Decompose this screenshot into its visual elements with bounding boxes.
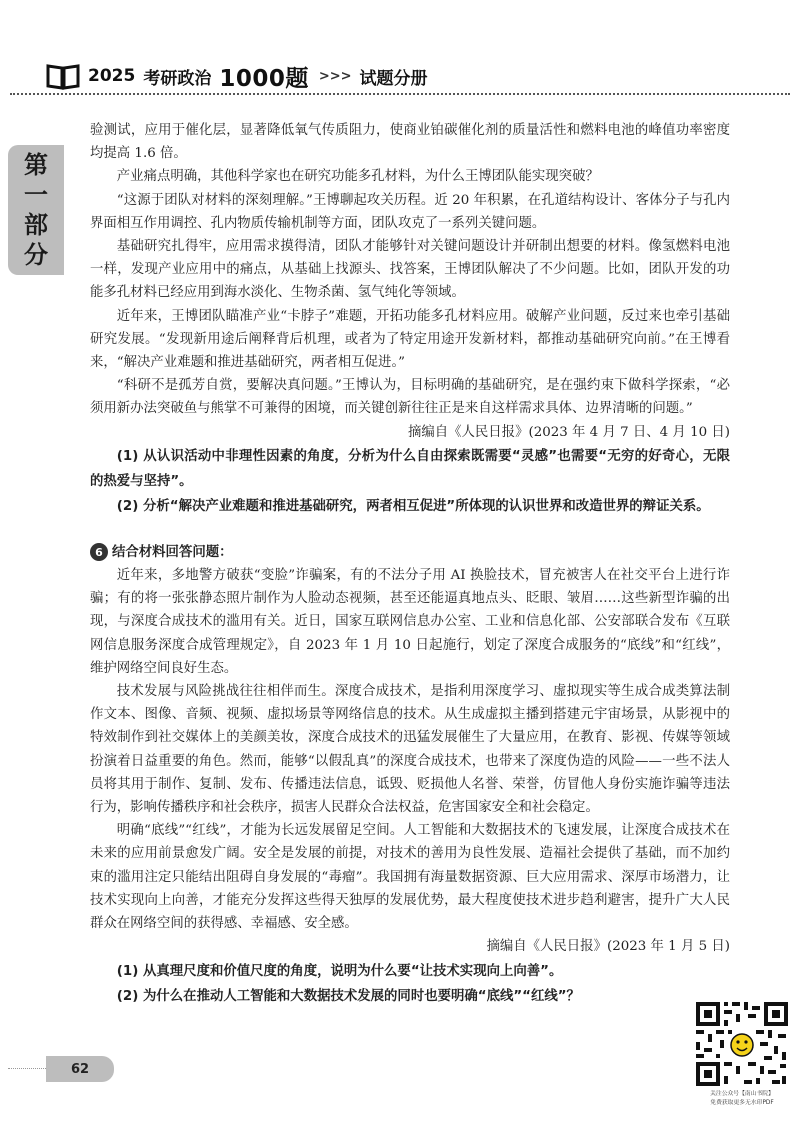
material-paragraph: 近年来，多地警方破获“变脸”诈骗案，有的不法分子用 AI 换脸技术，冒充被害人在社交平台上进行诈骗；有的将一张张静态照片制作为人脸动态视频，甚至还能逼真地点头、眨眼、皱眉……这些新型诈骗的出现，与深度合成技术的滥用有关。近日，国家互联网信息办公室、工业和信息化部、公安部联合发布《互联网信息服务深度合成管理规定》，自 2023 年 1 月 10 日起施行，划定了深度合成服务的“底线”和“红线”，维护网络空间良好生态。 [90,568,730,676]
side-tab-char: 部 [24,211,48,239]
question-item: (1) 从真理尺度和价值尺度的角度，说明为什么要“让技术实现向上向善”。 [116,963,563,979]
question-title: 结合材料回答问题： [112,544,233,560]
question-6-heading [90,541,730,564]
header-title: 1000题 [219,65,309,92]
page-header [46,60,428,92]
open-book-icon [46,62,80,90]
page-number-rule [8,1068,46,1069]
side-tab-char: 分 [24,241,48,269]
header-subtitle: 试题分册 [359,68,428,89]
material-source: 摘编自《人民日报》(2023 年 1 月 5 日) [486,939,730,955]
qr-code-icon [694,1000,790,1088]
part-side-tab [8,145,64,275]
header-series: 考研政治 [143,68,212,89]
page-number: 62 [46,1056,114,1082]
material-paragraph: “这源于团队对材料的深刻理解。”王博聊起攻关历程。近 20 年积累，在孔道结构设计、客体分子与孔内界面相互作用调控、孔内物质传输机制等方面，团队攻克了一系列关键问题。 [90,192,730,231]
material-source: 摘编自《人民日报》(2023 年 4 月 7 日、4 月 10 日) [407,424,730,440]
qr-caption-line: 免费获取更多无水印PDF [710,1100,774,1106]
question-item: (2) 分析“解决产业难题和推进基础研究，两者相互促进”所体现的认识世界和改造世界的辩证关系。 [116,498,710,514]
side-tab-char: 第 [24,151,48,179]
material-paragraph: 验测试，应用于催化层，显著降低氧气传质阻力，使商业铂碳催化剂的质量活性和燃料电池的峰值功率密度均提高 1.6 倍。 [90,123,730,162]
qr-caption-line: 关注公众号【南山书院】 [710,1091,774,1097]
header-year: 2025 [88,66,136,86]
main-content [90,119,730,1009]
material-paragraph: 技术发展与风险挑战往往相伴而生。深度合成技术，是指利用深度学习、虚拟现实等生成合成类算法制作文本、图像、音频、视频、虚拟场景等网络信息的技术。从生成虚拟主播到搭建元宇宙场景，从影视中的特效制作到社交媒体上的美颜美妆，深度合成技术的迅猛发展催生了大量应用，在教育、影视、传媒等领域扮演着日益重要的角色。然而，能够“以假乱真”的深度合成技术，也带来了深度伪造的风险——一些不法人员将其用于制作、复制、发布、传播违法信息，诋毁、贬损他人名誉、荣誉，仿冒他人身份实施诈骗等违法行为，影响传播秩序和社会秩序，损害人民群众合法权益，危害国家安全和社会稳定。 [90,684,730,816]
header-divider [10,93,790,95]
material-paragraph: 基础研究扎得牢，应用需求摸得清，团队才能够针对关键问题设计并研制出想要的材料。像氢燃料电池一样，发现产业应用中的痛点，从基础上找源头、找答案，王博团队解决了不少问题。比如，团队开发的功能多孔材料已经应用到海水淡化、生物杀菌、氢气纯化等领域。 [90,239,730,301]
header-arrows: >>> [318,68,352,84]
material-paragraph: “科研不是孤芳自赏，要解决真问题。”王博认为，目标明确的基础研究，是在强约束下做科学探索，“必须用新办法突破鱼与熊掌不可兼得的困境，而关键创新往往正是来自这样需求具体、边界清晰的问题。” [90,378,730,417]
side-tab-char: 一 [24,181,48,209]
material-paragraph: 产业痛点明确，其他科学家也在研究功能多孔材料，为什么王博团队能实现突破？ [116,169,599,185]
material-paragraph: 近年来，王博团队瞄准产业“卡脖子”难题，开拓功能多孔材料应用。破解产业问题，反过来也牵引基础研究发展。“发现新用途后阐释背后机理，或者为了特定用途开发新材料，都推动基础研究向前。”在王博看来，“解决产业难题和推进基础研究，两者相互促进。” [90,308,730,371]
qr-caption [686,1090,798,1108]
question-item: (2) 为什么在推动人工智能和大数据技术发展的同时也要明确“底线”“红线”？ [116,988,580,1004]
question-item: (1) 从认识活动中非理性因素的角度，分析为什么自由探索既需要“灵感”也需要“无穷的好奇心，无限的热爱与坚持”。 [90,448,730,489]
material-paragraph: 明确“底线”“红线”，才能为长远发展留足空间。人工智能和大数据技术的飞速发展，让深度合成技术在未来的应用前景愈发广阔。安全是发展的前提，对技术的善用为良性发展、造福社会提供了基础，而不加约束的滥用注定只能结出阻碍自身发展的“毒瘤”。我国拥有海量数据资源、巨大应用需求、深厚市场潜力，让技术实现向上向善，才能充分发挥这些得天独厚的发展优势，最大程度使技术进步趋利避害，提升广大人民群众在网络空间的获得感、幸福感、安全感。 [90,823,730,932]
question-number-badge: 6 [90,543,108,561]
